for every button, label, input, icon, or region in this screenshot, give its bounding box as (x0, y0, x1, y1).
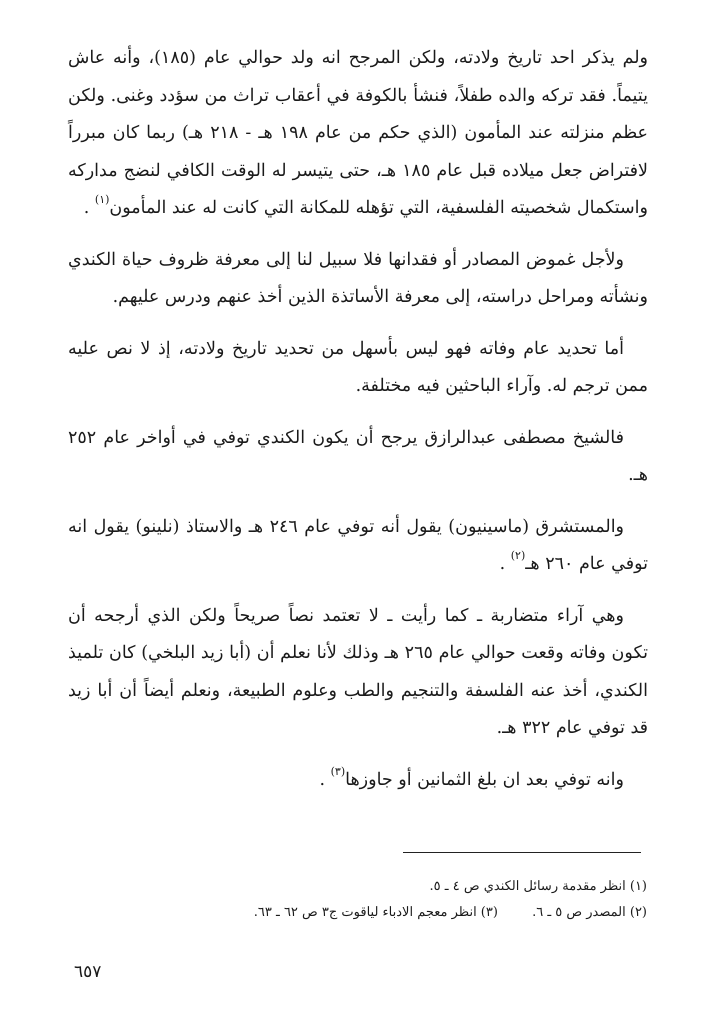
footnote-divider (403, 852, 641, 853)
paragraph-eighty (68, 762, 648, 800)
footnote-1: (١) انظر مقدمة رسائل الكندي ص ٤ ـ ٥. (429, 879, 647, 894)
footnote-ref-3: (٣) (330, 764, 346, 778)
footnote-ref-1: (١) (94, 193, 110, 207)
sentence-end: . (83, 198, 90, 218)
footnotes (87, 874, 647, 926)
sentence-end: . (499, 554, 506, 574)
footnote-line-1 (87, 874, 647, 900)
paragraph-abdelrazek: فالشيخ مصطفى عبدالرازق يرجح أن يكون الكندي توفي في أواخر عام ٢٥٢ هـ. (68, 427, 648, 485)
main-text (68, 40, 648, 799)
paragraph-conclusion: وهي آراء متضاربة ـ كما رأيت ـ لا تعتمد نصاً صريحاً ولكن الذي أرجحه أن تكون وفاته وقعت حوالي عام ٢٦٥ هـ وذلك لأنا نعلم أن (أبا زيد البلخي) كان تلميذ الكندي، أخذ عنه الفلسفة والتنجيم والطب وعلوم الطبيعة، ونعلم أيضاً أن أبا زيد قد توفي عام ٣٢٢ هـ. (68, 605, 648, 738)
paragraph-birth (68, 40, 648, 228)
page-number: ٦٥٧ (74, 962, 102, 982)
footnote-line-2 (87, 900, 647, 926)
paragraph-text: ولم يذكر احد تاريخ ولادته، ولكن المرجح انه ولد حوالي عام (١٨٥)، وأنه عاش يتيماً. فقد تركه والده طفلاً، فنشأ بالكوفة في أعقاب تراث من سؤدد وغنى. ولكن عظم منزلته عند المأمون (الذي حكم من عام ١٩٨ هـ - ٢١٨ هـ) ربما كان مبرراً لافتراض جعل ميلاده قبل عام ١٨٥ هـ، حتى يتيسر له الوقت الكافي لنضج مداركه واستكمال شخصيته الفلسفية، التي تؤهله للمكانة التي كانت له عند المأمون (68, 48, 649, 218)
paragraph-text: وانه توفي بعد ان بلغ الثمانين أو جاوزها (345, 769, 624, 790)
footnote-3: (٣) انظر معجم الادباء لياقوت ج٣ ص ٦٢ ـ ٦٣. (253, 905, 498, 920)
paragraph-death-year: أما تحديد عام وفاته فهو ليس بأسهل من تحديد تاريخ ولادته، إذ لا نص عليه ممن ترجم له. وآراء الباحثين فيه مختلفة. (68, 338, 648, 396)
footnote-ref-2: (٢) (510, 549, 526, 563)
paragraph-text: والمستشرق (ماسينيون) يقول أنه توفي عام ٢٤٦ هـ والاستاذ (نلينو) يقول انه توفي عام ٢٦٠ هـ (68, 516, 648, 574)
sentence-end: . (319, 769, 326, 790)
paragraph-massignon (68, 509, 648, 584)
paragraph-sources: ولأجل غموض المصادر أو فقدانها فلا سبيل لنا إلى معرفة ظروف حياة الكندي ونشأته ومراحل دراسته، إلى معرفة الأساتذة الذين أخذ عنهم ودرس عليهم. (68, 249, 648, 307)
footnote-2: (٢) المصدر ص ٥ ـ ٦. (532, 905, 647, 920)
